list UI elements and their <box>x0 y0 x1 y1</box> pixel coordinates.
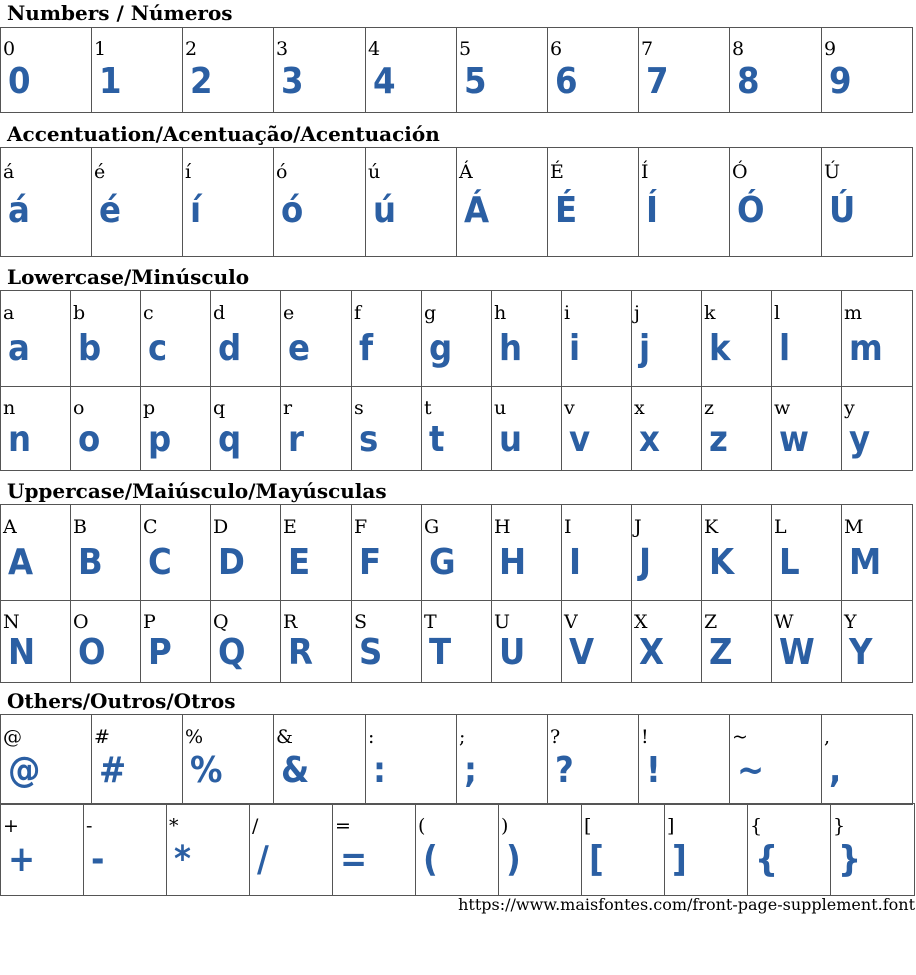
glyph-label: É <box>550 161 564 183</box>
glyph-sample: 7 <box>646 61 669 102</box>
glyph-sample: 1 <box>99 61 122 102</box>
numbers-title: Numbers / Números <box>7 1 233 25</box>
glyph-cell <box>281 291 352 387</box>
lowercase-grid <box>0 290 913 471</box>
glyph-label: p <box>143 397 156 419</box>
glyph-cell <box>92 715 183 805</box>
glyph-cell <box>250 804 333 896</box>
glyph-sample: a <box>8 328 30 369</box>
glyph-label: @ <box>3 726 22 748</box>
lowercase-title: Lowercase/Minúsculo <box>7 265 250 289</box>
glyph-cell <box>1 804 84 896</box>
glyph-cell <box>702 291 772 387</box>
glyph-cell <box>632 505 702 601</box>
glyph-sample: G <box>429 542 456 583</box>
glyph-cell <box>84 804 167 896</box>
glyph-sample: T <box>429 632 452 673</box>
glyph-label: e <box>283 302 295 324</box>
glyph-label: ú <box>368 161 381 183</box>
glyph-cell <box>167 804 250 896</box>
glyph-cell <box>211 291 281 387</box>
glyph-label: h <box>494 302 507 324</box>
glyph-cell <box>632 601 702 683</box>
glyph-label: ; <box>459 726 466 748</box>
glyph-cell <box>842 387 913 471</box>
glyph-label: í <box>185 161 192 183</box>
glyph-sample: 4 <box>373 61 396 102</box>
glyph-sample: / <box>257 839 269 880</box>
glyph-cell <box>281 505 352 601</box>
glyph-sample: s <box>359 419 379 460</box>
glyph-label: Á <box>459 161 473 183</box>
glyph-cell <box>422 291 492 387</box>
glyph-cell <box>333 804 416 896</box>
glyph-label: Í <box>641 161 649 183</box>
glyph-sample: y <box>849 419 871 460</box>
glyph-cell <box>772 505 842 601</box>
glyph-cell <box>183 148 274 257</box>
glyph-cell <box>582 804 665 896</box>
glyph-cell <box>492 291 562 387</box>
glyph-label: r <box>283 397 293 419</box>
glyph-label: 6 <box>550 38 563 60</box>
glyph-cell <box>831 804 915 896</box>
glyph-sample: h <box>499 328 523 369</box>
glyph-cell <box>499 804 582 896</box>
glyph-label: D <box>213 516 229 538</box>
glyph-sample: m <box>849 328 883 369</box>
glyph-sample: E <box>288 542 311 583</box>
glyph-cell <box>281 387 352 471</box>
glyph-sample: 9 <box>829 61 852 102</box>
uppercase-title: Uppercase/Maiúsculo/Mayúsculas <box>7 479 387 503</box>
glyph-sample: 2 <box>190 61 213 102</box>
glyph-label: S <box>354 611 368 633</box>
glyph-label: : <box>368 726 375 748</box>
glyph-label: 0 <box>3 38 16 60</box>
glyph-sample: , <box>829 750 842 791</box>
glyph-cell <box>211 505 281 601</box>
glyph-label: C <box>143 516 158 538</box>
glyph-sample: A <box>8 542 34 583</box>
others-grid-row-2 <box>0 803 915 896</box>
glyph-sample: } <box>838 839 862 880</box>
glyph-label: I <box>564 516 572 538</box>
glyph-sample: v <box>569 419 591 460</box>
uppercase-row <box>1 505 913 601</box>
glyph-cell <box>639 148 730 257</box>
glyph-sample: Ú <box>829 190 856 231</box>
glyph-label: 8 <box>732 38 745 60</box>
glyph-label: m <box>844 302 863 324</box>
glyph-sample: { <box>755 839 779 880</box>
glyph-cell <box>141 601 211 683</box>
glyph-label: R <box>283 611 298 633</box>
glyph-label: F <box>354 516 368 538</box>
glyph-sample: + <box>8 839 36 880</box>
glyph-sample: ; <box>464 750 477 791</box>
glyph-sample: W <box>779 632 815 673</box>
glyph-sample: ( <box>423 839 438 880</box>
glyph-label: H <box>494 516 511 538</box>
glyph-cell <box>422 601 492 683</box>
glyph-cell <box>1 715 92 805</box>
glyph-label: j <box>634 302 640 324</box>
glyph-label: [ <box>584 815 592 837</box>
footer-url: https://www.maisfontes.com/front-page-supplement.font <box>458 895 915 914</box>
glyph-sample: c <box>148 328 168 369</box>
glyph-cell <box>1 387 71 471</box>
glyph-label: V <box>564 611 578 633</box>
glyph-label: 1 <box>94 38 107 60</box>
glyph-label: 3 <box>276 38 289 60</box>
glyph-label: ~ <box>732 726 748 748</box>
glyph-label: b <box>73 302 86 324</box>
glyph-cell <box>274 28 366 113</box>
glyph-sample: n <box>8 419 32 460</box>
glyph-label: J <box>634 516 642 538</box>
glyph-cell <box>1 28 92 113</box>
glyph-sample: i <box>569 328 581 369</box>
glyph-sample: ó <box>281 190 304 231</box>
glyph-sample: C <box>148 542 172 583</box>
glyph-label: d <box>213 302 226 324</box>
glyph-sample: R <box>288 632 313 673</box>
glyph-sample: ] <box>672 839 687 880</box>
glyph-cell <box>632 291 702 387</box>
glyph-cell <box>352 505 422 601</box>
glyph-sample: r <box>288 419 304 460</box>
uppercase-row <box>1 601 913 683</box>
glyph-sample: : <box>373 750 386 791</box>
glyph-label: } <box>833 815 846 837</box>
glyph-cell <box>548 28 639 113</box>
glyph-label: y <box>844 397 855 419</box>
glyph-cell <box>457 148 548 257</box>
glyph-sample: D <box>218 542 245 583</box>
accents-grid <box>0 147 913 257</box>
glyph-sample: 3 <box>281 61 304 102</box>
glyph-sample: Q <box>218 632 246 673</box>
glyph-sample: í <box>190 190 202 231</box>
glyph-label: s <box>354 397 364 419</box>
glyph-sample: H <box>499 542 527 583</box>
glyph-label: á <box>3 161 15 183</box>
glyph-label: { <box>750 815 763 837</box>
glyph-label: / <box>252 815 259 837</box>
glyph-cell <box>548 148 639 257</box>
uppercase-grid <box>0 504 913 683</box>
glyph-sample: 5 <box>464 61 487 102</box>
glyph-cell <box>492 601 562 683</box>
glyph-label: W <box>774 611 794 633</box>
glyph-label: Ú <box>824 161 841 183</box>
glyph-sample: @ <box>8 750 41 791</box>
glyph-cell <box>92 148 183 257</box>
glyph-label: - <box>86 815 93 837</box>
glyph-label: K <box>704 516 719 538</box>
glyph-label: % <box>185 726 204 748</box>
glyph-cell <box>71 505 141 601</box>
glyph-sample: 8 <box>737 61 760 102</box>
glyph-cell <box>748 804 831 896</box>
glyph-sample: K <box>709 542 735 583</box>
glyph-cell <box>730 715 822 805</box>
glyph-sample: 6 <box>555 61 578 102</box>
glyph-cell <box>562 505 632 601</box>
glyph-cell <box>632 387 702 471</box>
glyph-sample: Ó <box>737 190 765 231</box>
glyph-sample: z <box>709 419 728 460</box>
glyph-sample: X <box>639 632 664 673</box>
glyph-cell <box>730 148 822 257</box>
numbers-row <box>1 28 913 113</box>
glyph-label: * <box>169 815 179 837</box>
glyph-label: ) <box>501 815 509 837</box>
glyph-cell <box>1 291 71 387</box>
glyph-label: ] <box>667 815 675 837</box>
glyph-cell <box>352 387 422 471</box>
glyph-sample: o <box>78 419 101 460</box>
glyph-sample: P <box>148 632 172 673</box>
glyph-sample: á <box>8 190 30 231</box>
glyph-sample: Í <box>646 190 659 231</box>
glyph-label: A <box>3 516 17 538</box>
glyph-sample: k <box>709 328 731 369</box>
glyph-label: M <box>844 516 864 538</box>
glyph-label: Q <box>213 611 229 633</box>
glyph-label: a <box>3 302 15 324</box>
glyph-cell <box>562 601 632 683</box>
glyph-label: ó <box>276 161 288 183</box>
glyph-cell <box>639 28 730 113</box>
glyph-sample: p <box>148 419 172 460</box>
glyph-cell <box>457 715 548 805</box>
glyph-sample: # <box>99 750 127 791</box>
glyph-sample: J <box>639 542 652 583</box>
glyph-cell <box>416 804 499 896</box>
glyph-label: k <box>704 302 716 324</box>
glyph-cell <box>702 387 772 471</box>
glyph-sample: q <box>218 419 242 460</box>
glyph-cell <box>1 601 71 683</box>
glyph-sample: j <box>639 328 651 369</box>
glyph-label: g <box>424 302 437 324</box>
glyph-sample: I <box>569 542 582 583</box>
glyph-cell <box>422 505 492 601</box>
glyph-sample: w <box>779 419 809 460</box>
glyph-cell <box>274 715 366 805</box>
glyph-label: ( <box>418 815 426 837</box>
glyph-label: i <box>564 302 571 324</box>
glyph-sample: * <box>174 839 191 880</box>
accents-title: Accentuation/Acentuação/Acentuación <box>7 122 440 146</box>
glyph-sample: b <box>78 328 102 369</box>
glyph-cell <box>562 291 632 387</box>
glyph-label: 9 <box>824 38 837 60</box>
glyph-label: c <box>143 302 154 324</box>
glyph-sample: Y <box>849 632 873 673</box>
glyph-sample: Á <box>464 190 490 231</box>
glyph-cell <box>71 291 141 387</box>
glyph-sample: V <box>569 632 595 673</box>
glyph-label: N <box>3 611 20 633</box>
others-row <box>1 804 915 896</box>
glyph-cell <box>352 291 422 387</box>
glyph-cell <box>141 291 211 387</box>
glyph-label: w <box>774 397 791 419</box>
glyph-cell <box>822 148 913 257</box>
glyph-cell <box>842 505 913 601</box>
glyph-cell <box>772 291 842 387</box>
glyph-sample: t <box>429 419 445 460</box>
glyph-cell <box>492 387 562 471</box>
glyph-cell <box>281 601 352 683</box>
glyph-label: f <box>354 302 362 324</box>
glyph-sample: ~ <box>737 750 765 791</box>
glyph-sample: O <box>78 632 106 673</box>
glyph-sample: Z <box>709 632 733 673</box>
glyph-label: Z <box>704 611 718 633</box>
glyph-cell <box>1 148 92 257</box>
glyph-cell <box>183 28 274 113</box>
glyph-label: ? <box>550 726 561 748</box>
glyph-label: t <box>424 397 432 419</box>
glyph-sample: 0 <box>8 61 31 102</box>
glyph-cell <box>842 291 913 387</box>
glyph-cell <box>457 28 548 113</box>
glyph-sample: M <box>849 542 882 583</box>
glyph-label: ! <box>641 726 649 748</box>
glyph-label: E <box>283 516 297 538</box>
glyph-cell <box>366 715 457 805</box>
glyph-sample: g <box>429 328 453 369</box>
glyph-cell <box>772 387 842 471</box>
glyph-label: O <box>73 611 89 633</box>
glyph-label: o <box>73 397 85 419</box>
glyph-cell <box>548 715 639 805</box>
glyph-sample: = <box>340 839 368 880</box>
glyph-cell <box>1 505 71 601</box>
glyph-cell <box>274 148 366 257</box>
glyph-sample: S <box>359 632 383 673</box>
glyph-sample: ú <box>373 190 397 231</box>
glyph-cell <box>492 505 562 601</box>
glyph-label: T <box>424 611 437 633</box>
glyph-cell <box>183 715 274 805</box>
glyph-cell <box>71 601 141 683</box>
others-row <box>1 715 913 805</box>
glyph-cell <box>702 601 772 683</box>
glyph-label: l <box>774 302 781 324</box>
glyph-label: n <box>3 397 16 419</box>
glyph-label: U <box>494 611 511 633</box>
glyph-label: L <box>774 516 787 538</box>
glyph-label: v <box>564 397 575 419</box>
glyph-sample: É <box>555 190 578 231</box>
glyph-sample: x <box>639 419 660 460</box>
glyph-label: , <box>824 726 831 748</box>
glyph-cell <box>730 28 822 113</box>
glyph-sample: f <box>359 328 374 369</box>
glyph-label: Ó <box>732 161 748 183</box>
lowercase-row <box>1 387 913 471</box>
glyph-sample: N <box>8 632 36 673</box>
glyph-cell <box>639 715 730 805</box>
glyph-sample: U <box>499 632 526 673</box>
glyph-sample: L <box>779 542 800 583</box>
glyph-sample: [ <box>589 839 604 880</box>
glyph-sample: F <box>359 542 382 583</box>
glyph-sample: & <box>281 750 310 791</box>
glyph-label: 5 <box>459 38 472 60</box>
glyph-label: Y <box>844 611 857 633</box>
glyph-cell <box>842 601 913 683</box>
numbers-grid <box>0 27 913 113</box>
glyph-label: G <box>424 516 440 538</box>
others-title: Others/Outros/Otros <box>7 689 236 713</box>
glyph-label: x <box>634 397 645 419</box>
glyph-cell <box>92 28 183 113</box>
glyph-label: # <box>94 726 110 748</box>
glyph-label: & <box>276 726 293 748</box>
glyph-sample: é <box>99 190 121 231</box>
glyph-sample: l <box>779 328 791 369</box>
glyph-cell <box>702 505 772 601</box>
glyph-label: q <box>213 397 226 419</box>
glyph-label: 4 <box>368 38 381 60</box>
glyph-sample: B <box>78 542 103 583</box>
glyph-cell <box>366 28 457 113</box>
glyph-cell <box>665 804 748 896</box>
accents-row <box>1 148 913 257</box>
glyph-cell <box>71 387 141 471</box>
glyph-label: X <box>634 611 648 633</box>
glyph-cell <box>211 601 281 683</box>
glyph-label: é <box>94 161 106 183</box>
glyph-cell <box>822 28 913 113</box>
glyph-cell <box>422 387 492 471</box>
glyph-sample: % <box>190 750 223 791</box>
glyph-label: + <box>3 815 19 837</box>
glyph-sample: ! <box>646 750 661 791</box>
glyph-label: z <box>704 397 715 419</box>
glyph-label: P <box>143 611 156 633</box>
glyph-sample: ) <box>506 839 521 880</box>
glyph-label: u <box>494 397 507 419</box>
glyph-cell <box>141 387 211 471</box>
glyph-label: 2 <box>185 38 198 60</box>
glyph-cell <box>822 715 913 805</box>
glyph-cell <box>141 505 211 601</box>
glyph-cell <box>772 601 842 683</box>
glyph-label: 7 <box>641 38 654 60</box>
glyph-sample: u <box>499 419 523 460</box>
glyph-cell <box>352 601 422 683</box>
others-grid-row-1 <box>0 714 913 805</box>
glyph-cell <box>211 387 281 471</box>
lowercase-row <box>1 291 913 387</box>
glyph-label: B <box>73 516 87 538</box>
glyph-label: = <box>335 815 351 837</box>
glyph-sample: ? <box>555 750 574 791</box>
glyph-cell <box>562 387 632 471</box>
glyph-sample: d <box>218 328 242 369</box>
glyph-sample: - <box>91 839 105 880</box>
glyph-cell <box>366 148 457 257</box>
glyph-sample: e <box>288 328 310 369</box>
